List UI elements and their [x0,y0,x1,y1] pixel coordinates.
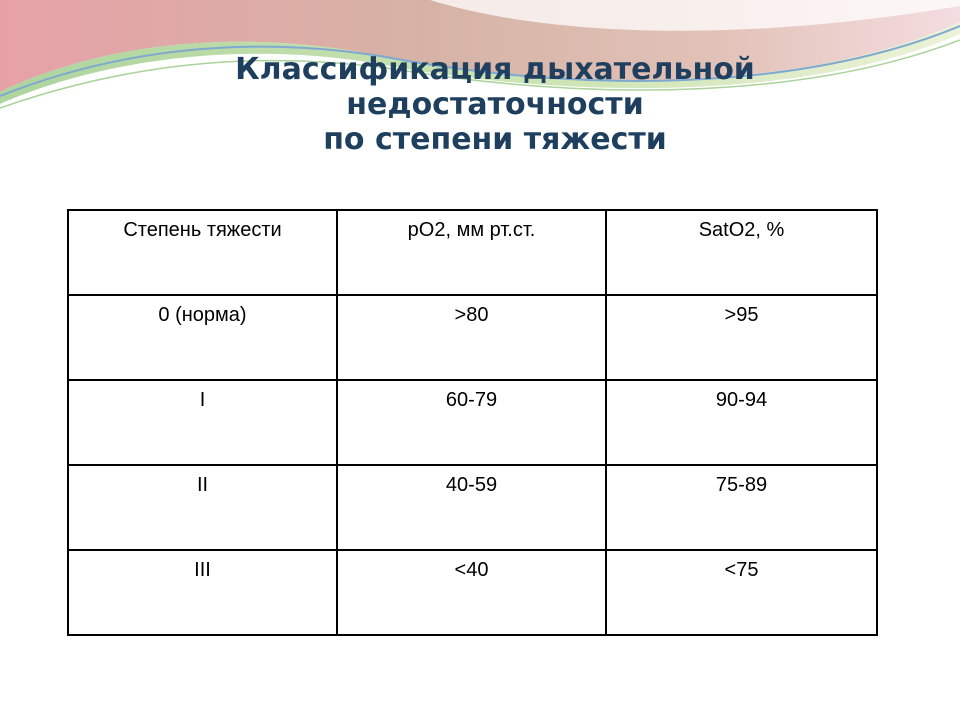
cell-po2: 40-59 [337,465,606,550]
slide-title-line-3: по степени тяжести [323,122,667,157]
cell-severity: II [68,465,337,550]
cell-sato2: <75 [606,550,877,635]
cell-sato2: 90-94 [606,380,877,465]
table-row [68,295,877,380]
table-row [68,550,877,635]
cell-po2: >80 [337,295,606,380]
table-row [68,380,877,465]
slide-title-line-2: недостаточности [346,87,644,122]
slide-title-line-1: Классификация дыхательной [235,52,755,87]
cell-po2: <40 [337,550,606,635]
cell-severity: I [68,380,337,465]
header-sato2: SatO2, % [606,210,877,295]
table-header-row [68,210,877,295]
cell-sato2: >95 [606,295,877,380]
slide-title [150,52,840,157]
severity-classification-table [67,209,878,636]
header-severity: Степень тяжести [68,210,337,295]
cell-severity: 0 (норма) [68,295,337,380]
cell-sato2: 75-89 [606,465,877,550]
cell-severity: III [68,550,337,635]
table-row [68,465,877,550]
header-po2: рО2, мм рт.ст. [337,210,606,295]
cell-po2: 60-79 [337,380,606,465]
